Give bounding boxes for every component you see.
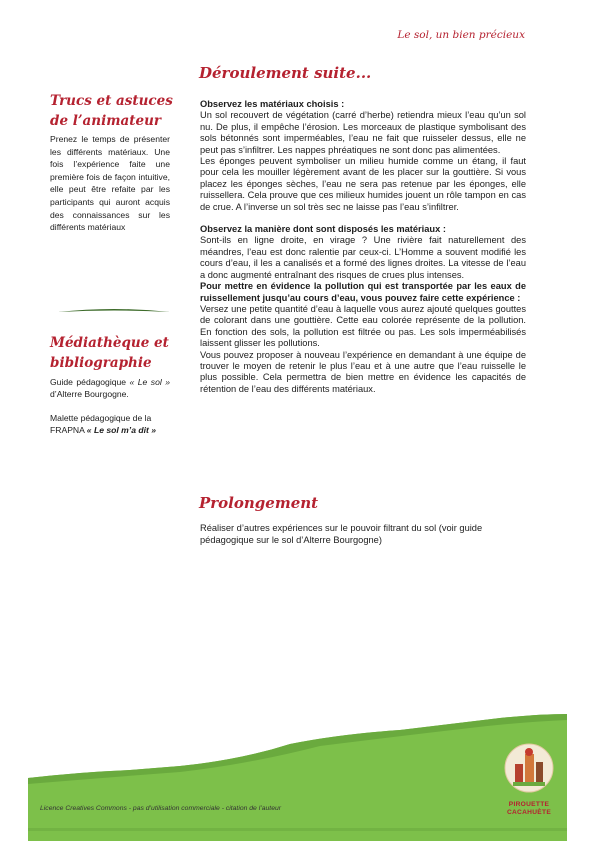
media-text <box>50 376 170 436</box>
media-title <box>50 333 180 373</box>
media-title-line2: bibliographie <box>50 355 152 371</box>
logo-line2: CACAHUÈTE <box>506 809 552 816</box>
malette-reference <box>50 412 170 436</box>
tips-text: Prenez le temps de présenter les différents matériaux. Une fois l’expérience faite une première fois de façon intuitive, elle peut être refaite par les participants qui auront acquis des connaissances sur les différents matériaux <box>50 134 170 233</box>
block2-text1: Sont-ils en ligne droite, en virage ? Une rivière fait naturellement des méandres, l’eau est donc ralentie par ceux-ci. L’Homme a souvent modifié les cours d’eau, il les a canalisés et a formé des lignes droites. La vitesse de l’eau a donc augmenté entraînant des risques de crues plus intenses. <box>200 235 526 280</box>
guide-title: « Le sol » <box>129 377 170 387</box>
block2-heading2: Pour mettre en évidence la pollution qui est transportée par les eaux de ruissellement jusqu’au cours d’eau, vous pouvez faire cette expérience : <box>200 281 526 303</box>
guide-suffix: d’Alterre Bourgogne. <box>50 389 129 399</box>
tips-title <box>50 91 175 131</box>
tips-title-line1: Trucs et astuces <box>50 93 173 109</box>
logo-text <box>496 801 562 817</box>
block2-heading: Observez la manière dont sont disposés les matériaux : <box>200 224 446 235</box>
license-text: Licence Creatives Commons - pas d’utilisation commerciale - citation de l’auteur <box>40 805 282 812</box>
block2-text2: Versez une petite quantité d’eau à laquelle vous aurez ajouté quelques gouttes de colorant dans une gouttière. Cette eau colorée représente de la pollution. En fonction des sols, la pollution est filtrée ou pas. Les sols imperméabilisés laissent glisser les pollutions. <box>200 303 526 349</box>
block1-heading: Observez les matériaux choisis : <box>200 99 345 109</box>
block2-text3: Vous pouvez proposer à nouveau l’expérience en demandant à une équipe de trouver le moyen de retenir le plus l’eau et à une autre que l’eau ruisselle le plus possible. Cela permettra de bien mettre en évidence les capacités de rétention de l’eau des différents matériaux. <box>200 349 526 394</box>
malette-title: « Le sol m’a dit » <box>86 425 157 435</box>
malette-prefix: Malette pédagogique de la FRAPNA <box>50 413 152 435</box>
guide-reference <box>50 376 170 400</box>
prolongement-title: Prolongement <box>199 494 319 512</box>
block1-text2: Les éponges peuvent symboliser un milieu humide comme un étang, il faut pour cela les mouiller légèrement avant de les placer sur la gouttière. Si vous placez les éponges sèches, l’eau ne sera pas retenue par les éponges, elle ruissellera. Cela prouve que ces milieux humides jouent un rôle tampon en cas de crue. A l’inverse un sol très sec ne laisse pas l’eau s’infiltrer. <box>200 156 526 212</box>
guide-prefix: Guide pédagogique <box>50 377 127 387</box>
decorative-divider <box>58 306 170 316</box>
prolongement-text: Réaliser d’autres expériences sur le pouvoir filtrant du sol (voir guide pédagogique sur le sol d’Alterre Bourgogne) <box>200 523 483 545</box>
main-title: Déroulement suite... <box>199 64 372 82</box>
header-title: Le sol, un bien précieux <box>397 29 525 41</box>
tips-title-line2: de l’animateur <box>50 113 162 129</box>
media-title-line1: Médiathèque et <box>50 335 169 351</box>
block1-text1: Un sol recouvert de végétation (carré d’herbe) retiendra mieux l’eau qu’un sol nu. De plus, il empêche l’érosion. Les morceaux de plastique symbolisant des sols bétonnés sont imperméables, l’eau ne fait que ruisseler dessus, elle ne peut pas s’infiltrer. Les nappes phréatiques ne sont donc pas alimentées. <box>200 110 526 155</box>
logo-line1: PIROUETTE <box>508 801 550 808</box>
main-content <box>200 99 526 395</box>
